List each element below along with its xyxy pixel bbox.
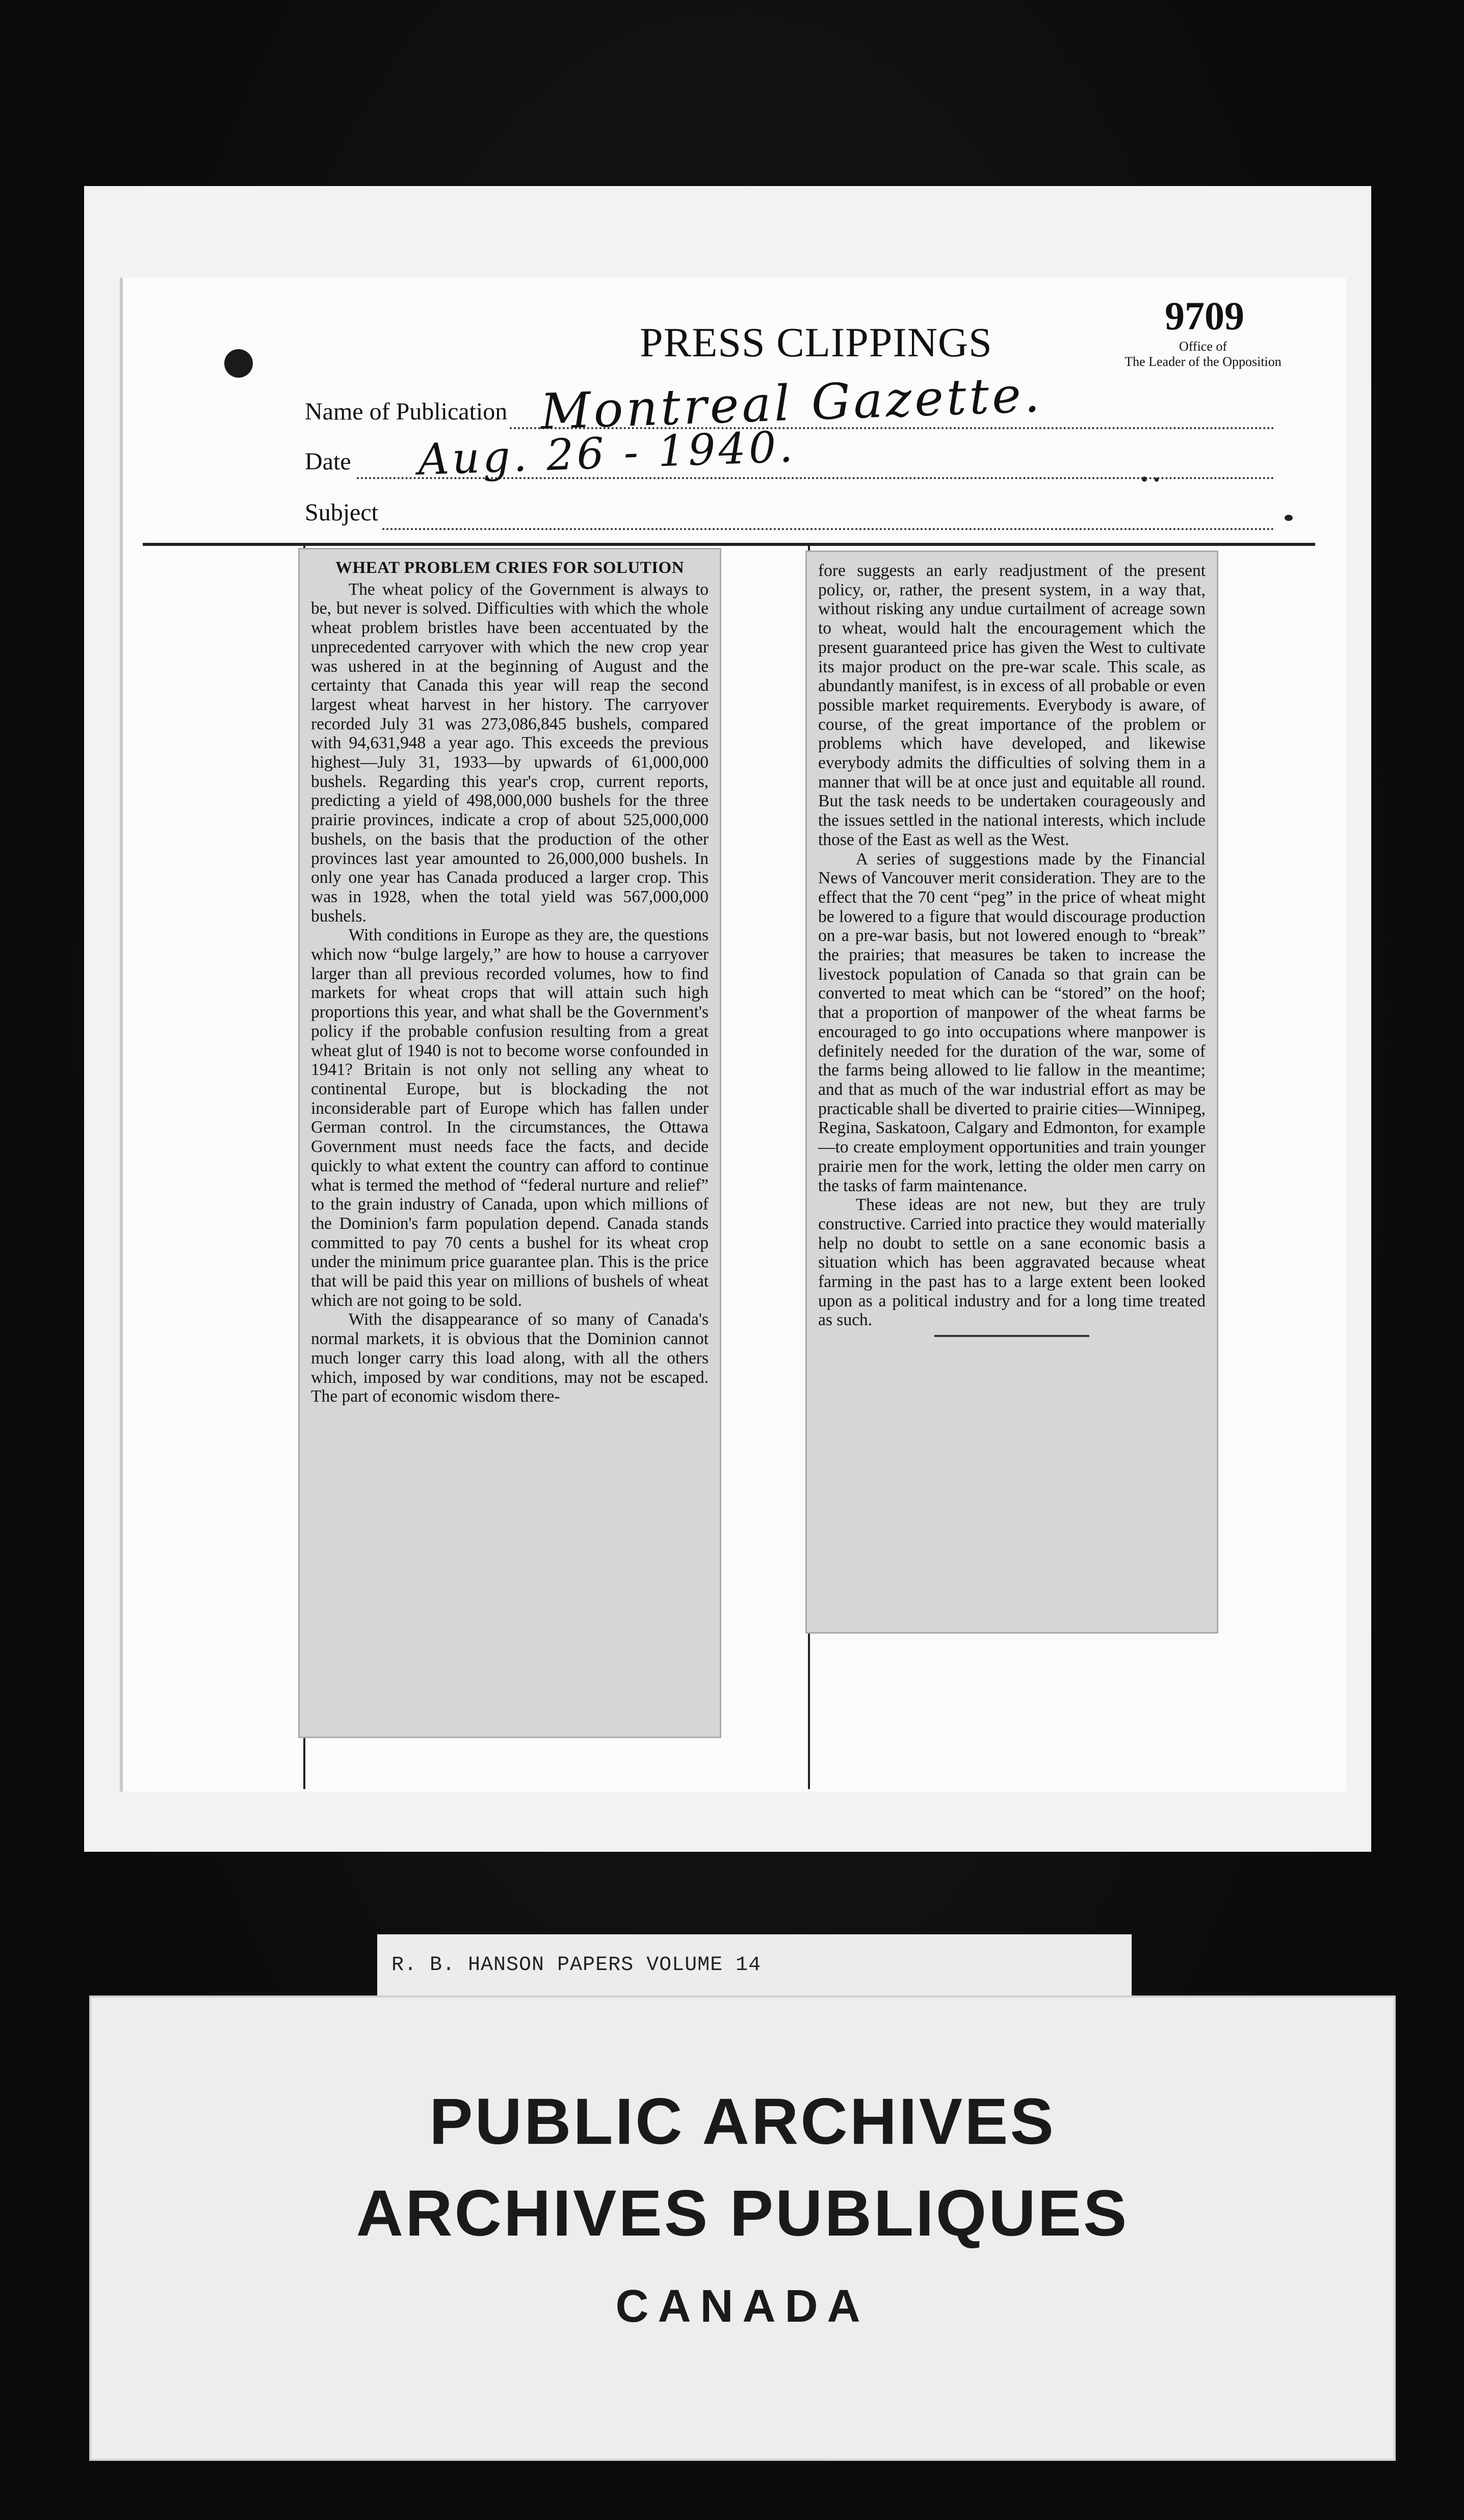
article-end-rule: [934, 1335, 1089, 1337]
archive-line-3: CANADA: [615, 2281, 870, 2332]
office-line-2: The Leader of the Opposition: [1125, 354, 1282, 369]
article-headline: WHEAT PROBLEM CRIES FOR SOLUTION: [335, 559, 685, 577]
article-paragraph: With conditions in Europe as they are, the questions which now “bulge largely,” are how to house a carryover larger than all previous recorded volumes, how to find markets for wheat crops that will attain such high proportions this year, and what shall be the Government's policy if the probable confusion resulting from a great wheat glut of 1940 is not to become worse confounded in 1941? Britain is not only not selling any wheat to continental Europe, but is blockading the not inconsiderable part of Europe which has fallen under German control. In the circumstances, the Ottawa Government must needs face the facts, and decide quickly to what extent the country can afford to continue what is termed the method of “federal nurture and relief” to the grain industry of Canada, upon which millions of the Dominion's farm population depend. Canada stands committed to pay 70 cents a bushel for its wheat crop under the minimum price guarantee plan. This is the price that will be paid this year on millions of bushels of wheat which are not going to be sold.: [311, 926, 709, 1310]
archive-line-2: ARCHIVES PUBLIQUES: [356, 2177, 1129, 2250]
date-handwritten-value: Aug. 26 - 1940.: [417, 422, 797, 485]
office-line-1: Office of: [1179, 339, 1227, 354]
clipping-number: 9709: [1165, 294, 1244, 338]
article-paragraph: fore suggests an early readjustment of the present policy, or, rather, the present system, in a way that, without risking any undue curtailment of acreage sown to wheat, would halt the encouragement which the present guaranteed price has given the West to cultivate its major product on the pre-war scale. This scale, as abundantly manifest, is in excess of all probable or even possible market requirements. Everybody is aware, of course, of the great importance of the problem or problems which have developed, and likewise everybody admits the difficulties of solving them in a manner that will be at once just and equitable all round. But the task needs to be undertaken courageously and the issues settled in the national interests, which include those of the East as well as the West.: [818, 561, 1206, 849]
article-paragraph: With the disappearance of so many of Canada's normal markets, it is obvious that the Dominion cannot much longer carry this load along, with all the others which, imposed by war conditions, may not be escaped. The part of economic wisdom there-: [311, 1310, 709, 1406]
publication-handwritten-value: Montreal Gazette.: [539, 365, 1044, 441]
publication-label: Name of Publication: [305, 398, 508, 425]
subject-dotted-line: [382, 528, 1274, 530]
clipping-form-title: PRESS CLIPPINGS: [640, 319, 992, 365]
article-paragraph: A series of suggestions made by the Financial News of Vancouver merit consideration. They are to the effect that the 70 cent “peg” in the price of wheat might be lowered to a figure that would discourage production on a pre-war basis, but not lowered enough to “break” the prairies; that measures be taken to increase the livestock population of Canada so that grain can be converted to meat which can be “stored” on the hoof; that a proportion of manpower of the wheat farms be encouraged to go into occupations where manpower is definitely needed for the duration of the war, some of the farms being allowed to lie fallow in the meantime; and that as much of the war industrial effort as may be practicable shall be diverted to prairie cities—Winnipeg, Regina, Saskatoon, Calgary and Edmonton, for example—to create employment opportunities and train younger prairie men for the work, letting the older men carry on the tasks of farm maintenance.: [818, 849, 1206, 1195]
article-column-2: [805, 550, 1218, 1634]
article-paragraph: These ideas are not new, but they are truly constructive. Carried into practice they would materially help no doubt to settle on a sane economic basis a situation which has been aggravated because wheat farming in the past has to a large extent been looked upon as a political industry and for a long time treated as such.: [818, 1195, 1206, 1330]
date-label: Date: [305, 448, 351, 475]
header-rule: [143, 543, 1315, 546]
archive-line-1: PUBLIC ARCHIVES: [429, 2085, 1056, 2158]
article-column-1: [298, 548, 721, 1738]
punch-hole: [224, 349, 253, 378]
volume-tag-text: R. B. HANSON PAPERS VOLUME 14: [391, 1954, 762, 1977]
office-caption: [1096, 339, 1310, 370]
subject-label: Subject: [305, 499, 378, 526]
archive-stamp-card: [89, 1996, 1396, 2461]
speck: [1285, 515, 1293, 521]
volume-tag: [377, 1934, 1132, 1998]
article-paragraph: The wheat policy of the Government is always to be, but never is solved. Difficulties with which the whole wheat problem bristles have been accentuated by the unprecedented carryover with which the new crop year was ushered in at the beginning of August and the certainty that Canada this year will reap the second largest wheat harvest in her history. The carryover recorded July 31 was 273,086,845 bushels, compared with 94,631,948 a year ago. This exceeds the previous highest—July 31, 1933—by upwards of 61,000,000 bushels. Regarding this year's crop, current reports, predicting a yield of 498,000,000 bushels for the three prairie provinces, indicate a crop of about 525,000,000 bushels, on the basis that the production of the other provinces last year amounted to 26,000,000 bushels. In only one year has Canada produced a larger crop. This was in 1928, when the total yield was 567,000,000 bushels.: [311, 580, 709, 926]
